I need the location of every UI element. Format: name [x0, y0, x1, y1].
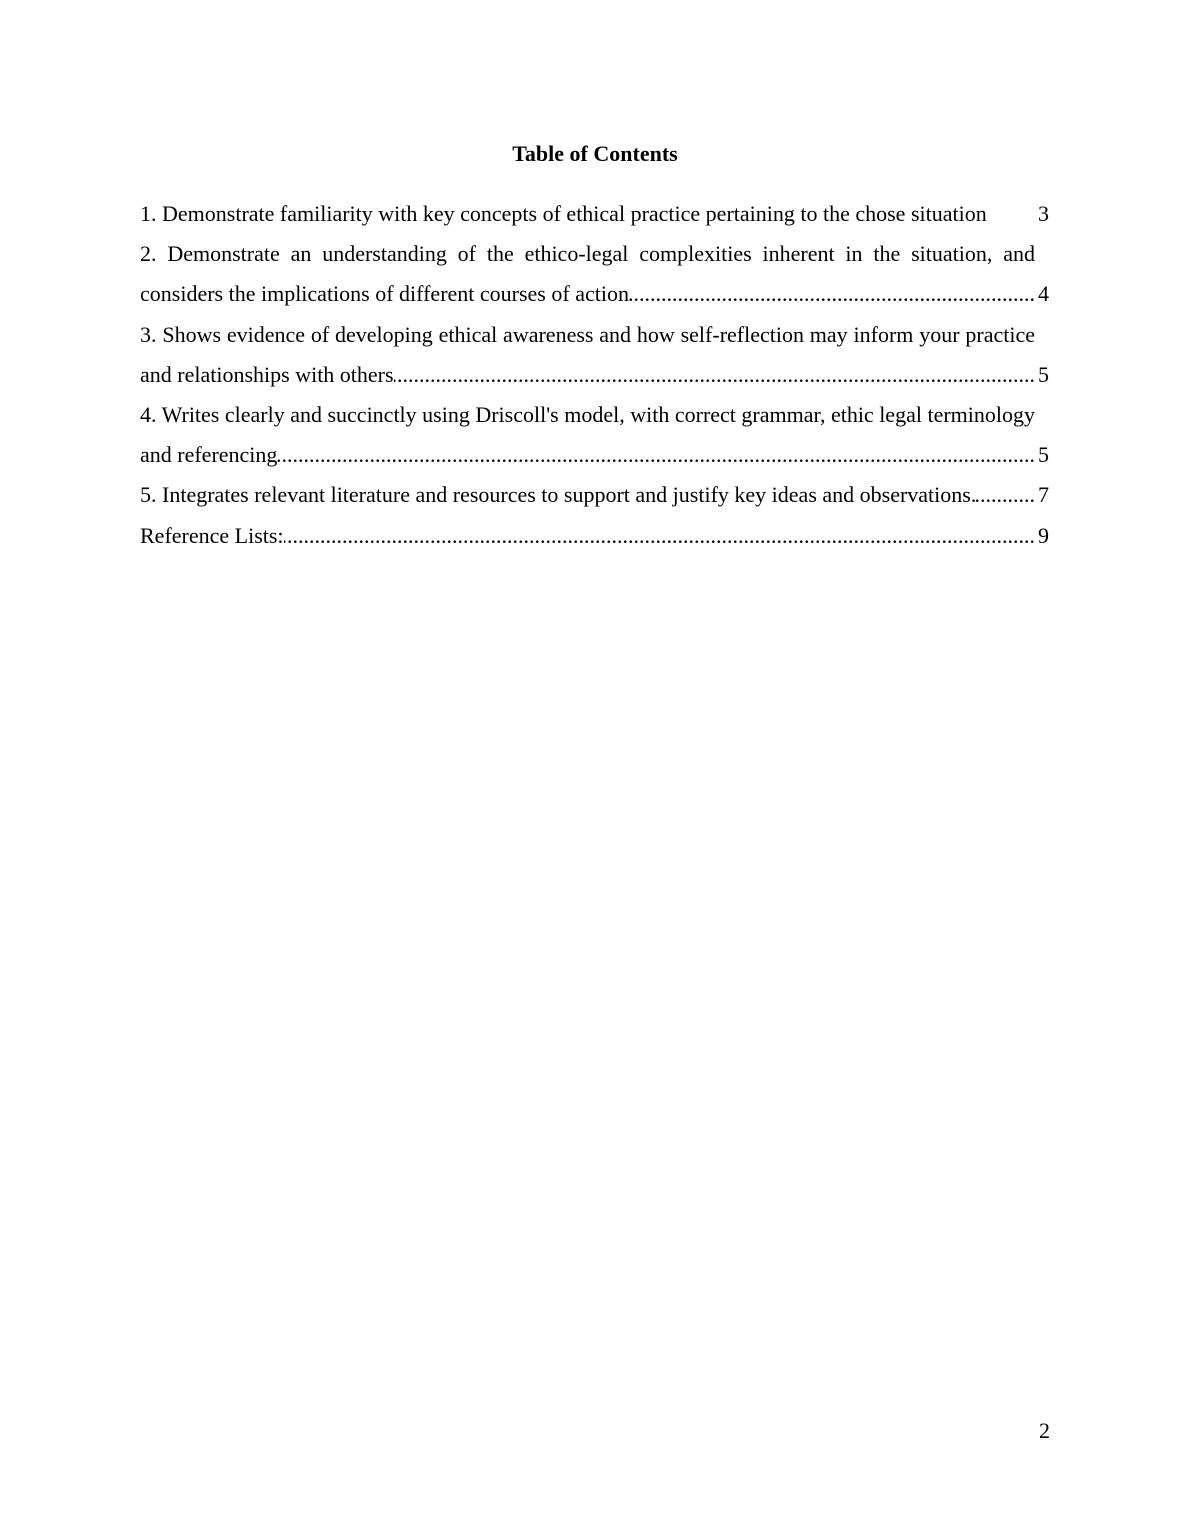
- toc-entry-text: 2. Demonstrate an understanding of the ethico-legal complexities inherent in the situation, and considers the implications of different courses of action: [140, 241, 1035, 307]
- toc-entry-page: 4: [1038, 274, 1049, 314]
- toc-entry-text: 4. Writes clearly and succinctly using Driscoll's model, with correct grammar, ethic legal terminology and referencing: [140, 402, 1035, 468]
- toc-entry-references[interactable]: [140, 516, 1049, 556]
- toc-entry-page: 9: [1038, 516, 1049, 556]
- toc-entry-3[interactable]: [140, 315, 1049, 395]
- toc-entry-page: 3: [1038, 194, 1049, 234]
- toc-entry-text: 5. Integrates relevant literature and resources to support and justify key ideas and observations.: [140, 482, 977, 508]
- toc-entry-page: 5: [1038, 355, 1049, 395]
- toc-entry-2[interactable]: [140, 234, 1049, 314]
- toc-title: Table of Contents: [512, 141, 678, 166]
- toc-entry-text: 3. Shows evidence of developing ethical awareness and how self-reflection may inform your practice and relationships with others: [140, 321, 1035, 387]
- toc-entry-text: 1. Demonstrate familiarity with key concepts of ethical practice pertaining to the chose situation: [140, 201, 987, 226]
- toc-entry-5[interactable]: [140, 475, 1049, 515]
- toc-entry-4[interactable]: [140, 395, 1049, 475]
- toc-entry-page: 7: [1038, 475, 1049, 515]
- toc-list: [140, 194, 1049, 556]
- toc-entry-text: Reference Lists:: [140, 522, 284, 548]
- toc-entry-page: 5: [1038, 435, 1049, 475]
- page-number: 2: [1039, 1418, 1050, 1443]
- toc-entry-1[interactable]: [140, 194, 1049, 234]
